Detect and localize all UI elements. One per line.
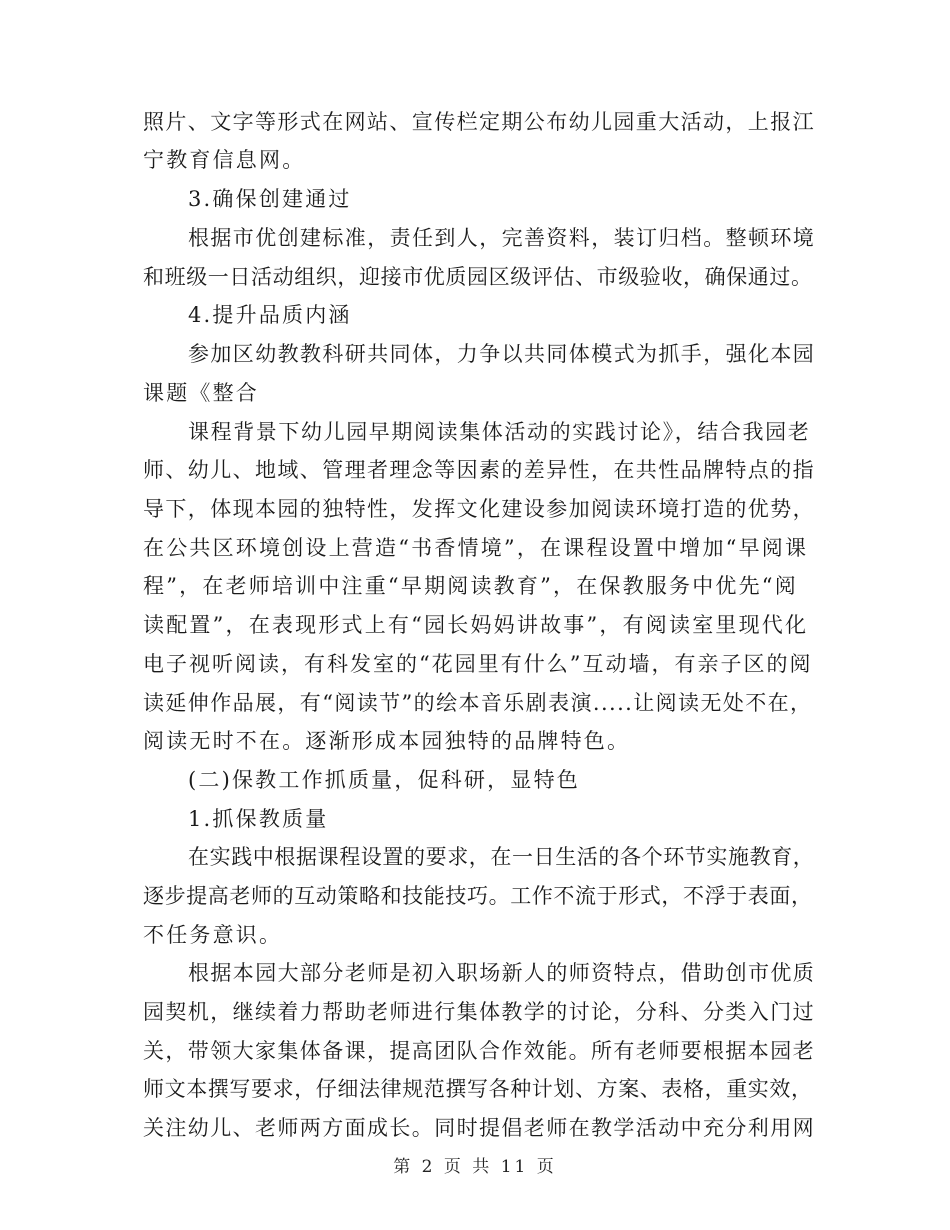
text-line: 在实践中根据课程设置的要求，在一日生活的各个环节实施教育， [188, 845, 815, 869]
text-line: 课程背景下幼儿园早期阅读集体活动的实践讨论》，结合我园老 [188, 420, 811, 444]
text-line: 关注幼儿、老师两方面成长。同时提倡老师在教学活动中充分利用网 [143, 1116, 815, 1140]
text-line: 照片、文字等形式在网站、宣传栏定期公布幼儿园重大活动，上报江 [143, 110, 815, 134]
text-line: 课题《整合 [143, 381, 259, 405]
section-heading: 1.抓保教质量 [188, 807, 329, 831]
text-line: 阅读无时不在。逐渐形成本园独特的品牌特色。 [143, 729, 631, 753]
section-heading: (二)保教工作抓质量，促科研，显特色 [188, 768, 580, 792]
text-line: 不任务意识。 [143, 923, 283, 947]
section-heading: 3.确保创建通过 [188, 187, 352, 211]
text-line: 宁教育信息网。 [143, 148, 306, 172]
text-line: 师、幼儿、地域、管理者理念等因素的差异性，在共性品牌特点的指 [143, 458, 815, 482]
text-line: 师文本撰写要求，仔细法律规范撰写各种计划、方案、表格，重实效， [143, 1077, 813, 1101]
text-line: 程”，在老师培训中注重“早期阅读教育”，在保教服务中优先“阅 [143, 574, 798, 598]
section-heading: 4.提升品质内涵 [188, 303, 352, 327]
page-footer: 第 2 页 共 11 页 [393, 1157, 557, 1177]
text-line: 关，带领大家集体备课，提高团队合作效能。所有老师要根据本园老 [143, 1039, 815, 1063]
text-line: 根据本园大部分老师是初入职场新人的师资特点，借助创市优质 [188, 961, 816, 985]
text-line: 读延伸作品展，有“阅读节”的绘本音乐剧表演.....让阅读无处不在， [143, 691, 813, 715]
text-line: 导下，体现本园的独特性，发挥文化建设参加阅读环境打造的优势， [143, 497, 815, 521]
text-line: 参加区幼教教科研共同体，力争以共同体模式为抓手，强化本园 [188, 342, 816, 366]
text-line: 和班级一日活动组织，迎接市优质园区级评估、市级验收，确保通过。 [143, 265, 813, 289]
text-line: 读配置”，在表现形式上有“园长妈妈讲故事”，有阅读室里现代化 [143, 613, 809, 637]
text-line: 逐步提高老师的互动策略和技能技巧。工作不流于形式，不浮于表面， [143, 884, 813, 908]
text-line: 园契机，继续着力帮助老师进行集体教学的讨论，分科、分类入门过 [143, 1000, 815, 1024]
text-line: 在公共区环境创设上营造“书香情境”，在课程设置中增加“早阅课 [143, 536, 809, 560]
text-line: 根据市优创建标准，责任到人，完善资料，装订归档。整顿环境 [188, 226, 816, 250]
text-line: 电子视听阅读，有科发室的“花园里有什么”互动墙，有亲子区的阅 [143, 652, 813, 676]
